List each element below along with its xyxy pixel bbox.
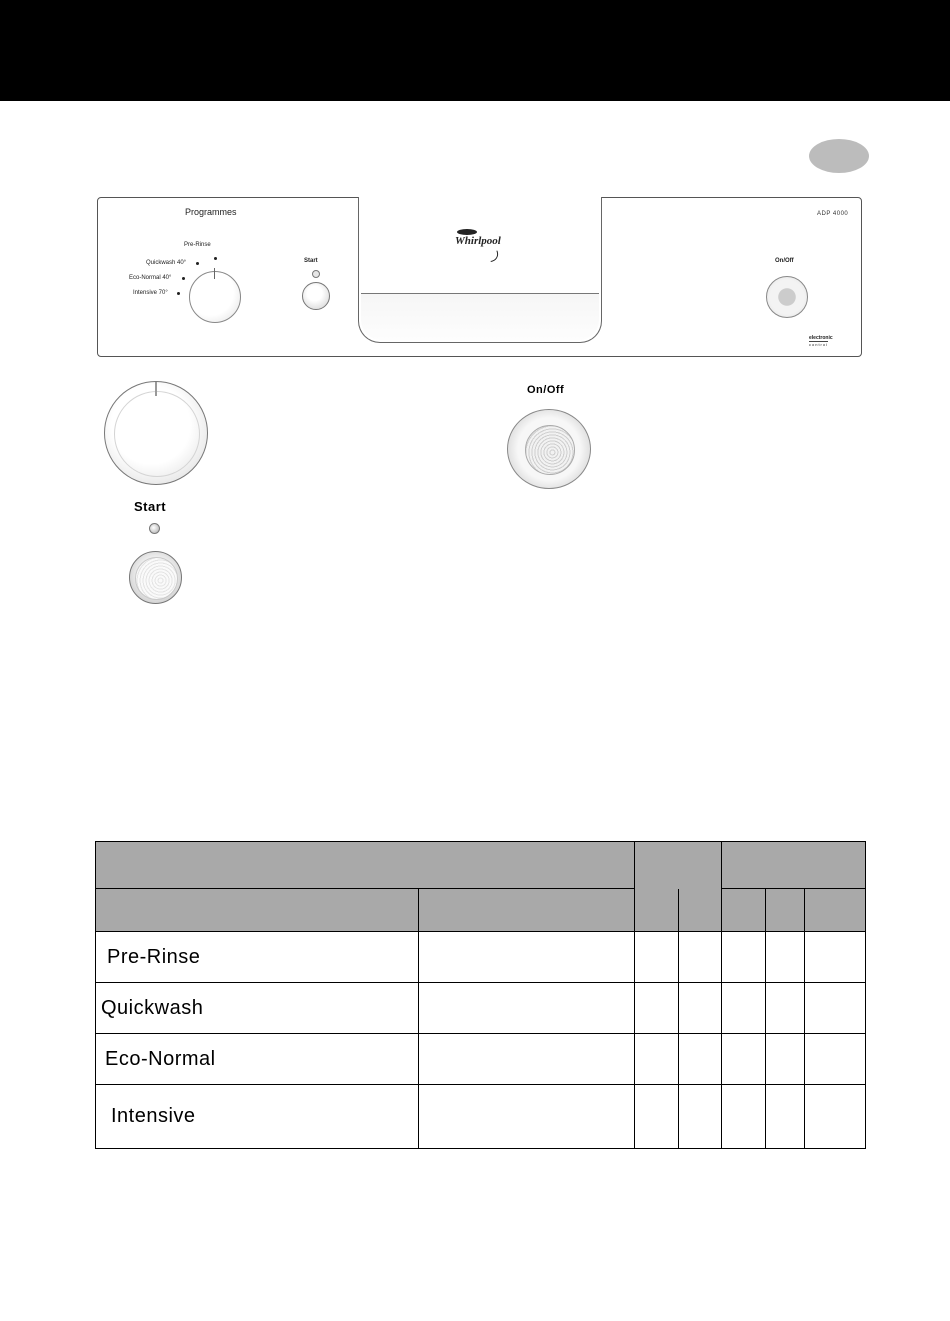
table-row [96, 932, 866, 983]
programme-cell [96, 1085, 419, 1149]
onoff-button [507, 409, 591, 489]
start-button-face [135, 557, 178, 600]
knob-indicator [155, 382, 157, 396]
programme-name: Pre-Rinse [107, 945, 201, 968]
table-cell [419, 1034, 635, 1085]
table-cell [679, 1085, 722, 1149]
panel-programme-knob [189, 271, 241, 323]
door-handle [358, 197, 602, 343]
table-cell [635, 1085, 679, 1149]
table-header-cell [766, 889, 805, 932]
model-number: ADP 4000 [817, 211, 849, 217]
knob-face [114, 391, 200, 477]
table-cell [679, 932, 722, 983]
programme-name: Intensive [111, 1105, 196, 1127]
panel-programme-quickwash: Quickwash 40° [146, 260, 187, 266]
panel-programme-pre-rinse: Pre-Rinse [184, 242, 211, 248]
table-header-cell [805, 889, 866, 932]
header-bar [0, 0, 950, 101]
brand-wordmark: Whirlpool [455, 235, 501, 247]
table-cell [419, 932, 635, 983]
programme-marker [182, 277, 185, 280]
panel-onoff-button [766, 276, 808, 318]
table-header-row [96, 842, 866, 889]
start-indicator-light [149, 523, 160, 534]
table-row [96, 983, 866, 1034]
programme-table [95, 841, 866, 1149]
table-cell [766, 932, 805, 983]
programme-marker [177, 292, 180, 295]
start-label: Start [134, 499, 167, 514]
table-cell [805, 1085, 866, 1149]
panel-start-button [302, 282, 330, 310]
programme-cell [96, 932, 419, 983]
programme-marker [214, 257, 217, 260]
table-cell [805, 983, 866, 1034]
table-cell [419, 1085, 635, 1149]
table-header-cell [635, 842, 722, 889]
table-row [96, 1085, 866, 1149]
onoff-button-face [525, 425, 575, 475]
panel-onoff-label: On/Off [775, 258, 794, 264]
table-cell [722, 1085, 766, 1149]
table-cell [635, 983, 679, 1034]
language-tab [809, 139, 869, 173]
control-panel-illustration [97, 197, 862, 357]
table-header-cell [419, 889, 635, 932]
table-cell [635, 1034, 679, 1085]
programme-cell [96, 983, 419, 1034]
table-cell [679, 1034, 722, 1085]
table-subheader-row [96, 889, 866, 932]
table-cell [722, 1034, 766, 1085]
table-cell [766, 983, 805, 1034]
table-cell [722, 983, 766, 1034]
brand-logo [451, 227, 511, 255]
panel-start-led [312, 270, 320, 278]
table-cell [419, 983, 635, 1034]
programme-selector-knob [104, 381, 208, 485]
start-button [129, 551, 182, 604]
handle-grip [361, 293, 599, 340]
table-cell [766, 1085, 805, 1149]
onoff-label: On/Off [527, 384, 565, 396]
table-header-cell [679, 889, 722, 932]
programme-cell [96, 1034, 419, 1085]
programme-marker [196, 262, 199, 265]
table-header-cell [635, 889, 679, 932]
table-header-cell [96, 842, 635, 889]
table-header-cell [96, 889, 419, 932]
programme-name: Eco-Normal [105, 1047, 216, 1070]
panel-programme-intensive: Intensive 70° [133, 290, 168, 296]
control-badge: control [809, 342, 829, 347]
table-header-cell [722, 889, 766, 932]
panel-title: Programmes [185, 207, 237, 217]
table-cell [805, 1034, 866, 1085]
programme-name: Quickwash [101, 996, 204, 1019]
panel-start-label: Start [304, 258, 318, 264]
table-cell [722, 932, 766, 983]
table-cell [635, 932, 679, 983]
table-cell [766, 1034, 805, 1085]
table-header-cell [722, 842, 866, 889]
panel-programme-eco-normal: Eco-Normal 40° [129, 275, 172, 281]
table-row [96, 1034, 866, 1085]
table-cell [679, 983, 722, 1034]
electronic-badge: electronic [809, 335, 833, 341]
table-cell [805, 932, 866, 983]
